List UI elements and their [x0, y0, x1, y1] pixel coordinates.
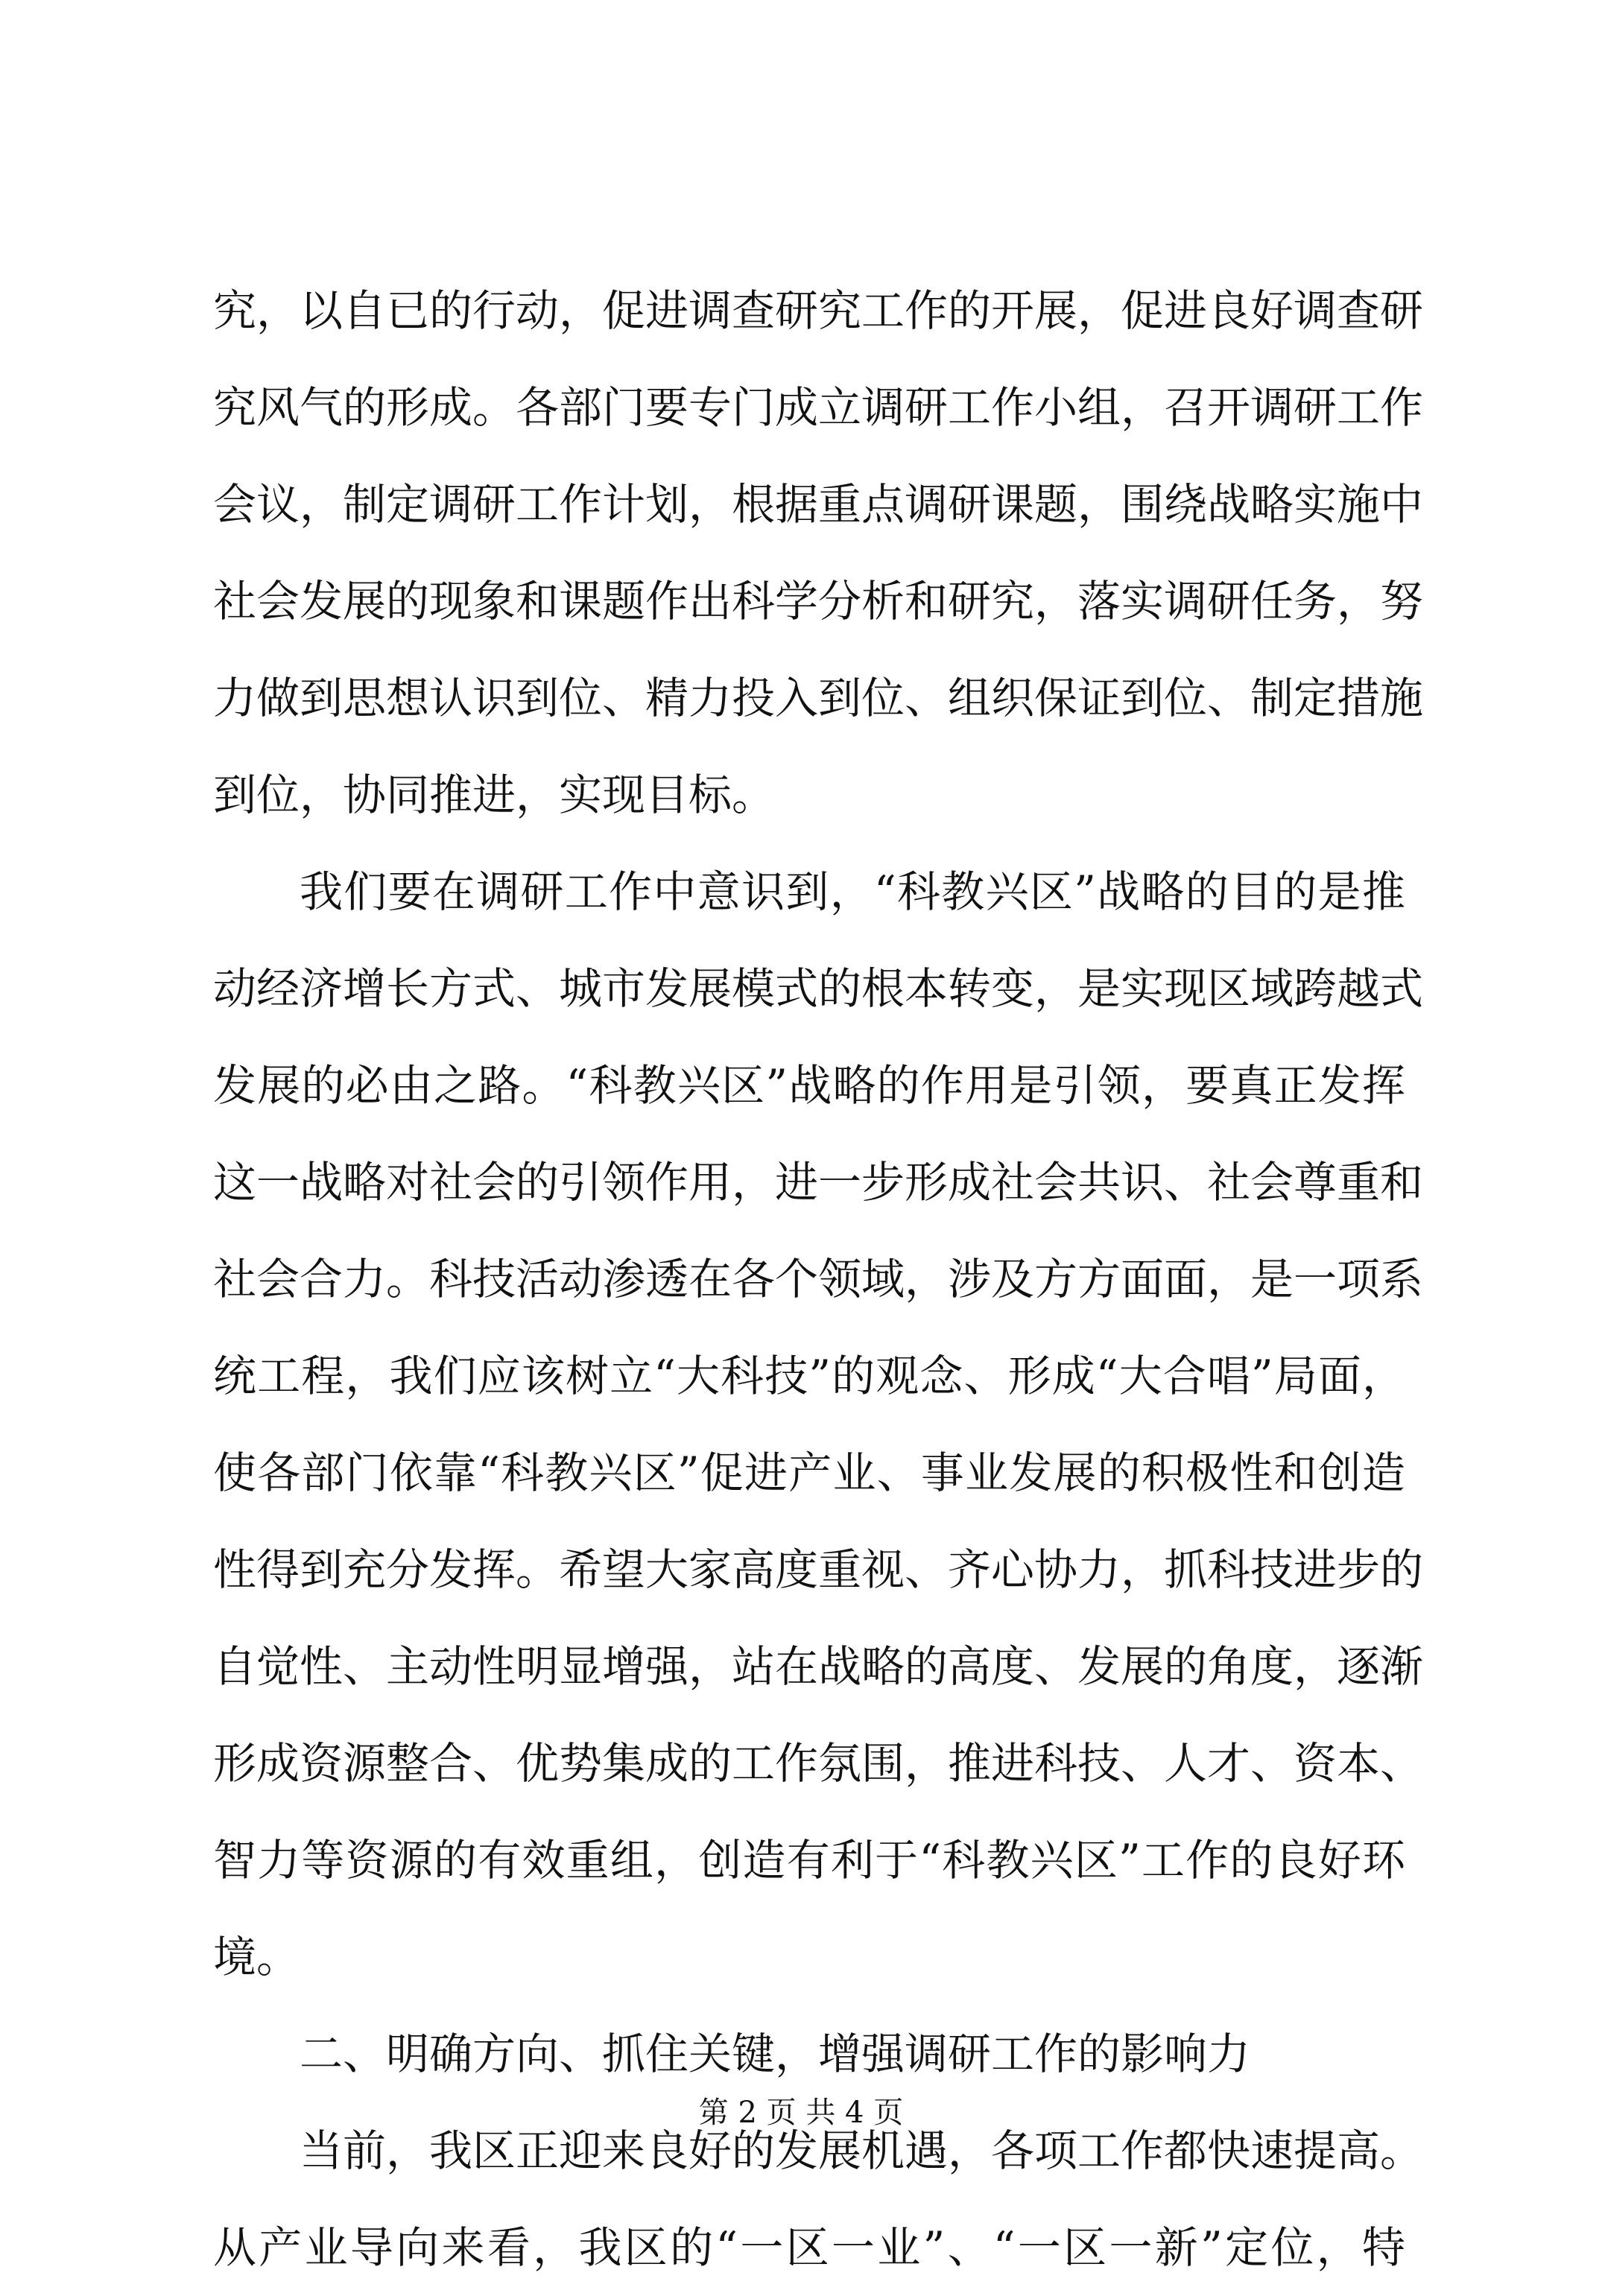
text-line: 社会发展的现象和课题作出科学分析和研究，落实调研任务，努 [213, 576, 1424, 627]
text-line: 力做到思想认识到位、精力投入到位、组织保证到位、制定措施 [213, 673, 1424, 723]
text-line: 智力等资源的有效重组，创造有利于“科教兴区”工作的良好环 [213, 1835, 1405, 1886]
text-line: 二、明确方向、抓住关键，增强调研工作的影响力 [300, 2029, 1251, 2079]
text-line: 性得到充分发挥。希望大家高度重视、齐心协力，抓科技进步的 [213, 1544, 1424, 1595]
text-line: 当前，我区正迎来良好的发展机遇，各项工作都快速提高。 [300, 2125, 1424, 2176]
text-line: 从产业导向来看，我区的“一区一业”、“一区一新”定位，特 [213, 2222, 1405, 2273]
text-line: 究风气的形成。各部门要专门成立调研工作小组，召开调研工作 [213, 382, 1424, 433]
text-line: 会议，制定调研工作计划，根据重点调研课题，围绕战略实施中 [213, 479, 1424, 530]
text-line: 形成资源整合、优势集成的工作氛围，推进科技、人才、资本、 [213, 1738, 1424, 1789]
text-line: 究，以自已的行动，促进调查研究工作的开展，促进良好调查研 [213, 285, 1424, 336]
text-line: 统工程，我们应该树立“大科技”的观念、形成“大合唱”局面， [213, 1351, 1405, 1401]
text-line: 到位，协同推进，实现目标。 [213, 770, 776, 820]
text-line: 这一战略对社会的引领作用，进一步形成社会共识、社会尊重和 [213, 1157, 1424, 1208]
text-line: 发展的必由之路。“科教兴区”战略的作用是引领，要真正发挥 [213, 1060, 1405, 1111]
document-body [213, 262, 1424, 2296]
text-line: 使各部门依靠“科教兴区”促进产业、事业发展的积极性和创造 [213, 1447, 1405, 1498]
text-line: 社会合力。科技活动渗透在各个领域，涉及方方面面，是一项系 [213, 1254, 1424, 1304]
text-line: 自觉性、主动性明显增强，站在战略的高度、发展的角度，逐渐 [213, 1641, 1424, 1692]
page-footer: 第 2 页 共 4 页 [698, 2096, 904, 2130]
text-line: 境。 [213, 1932, 300, 1982]
text-line: 我们要在调研工作中意识到，“科教兴区”战略的目的是推 [300, 866, 1405, 917]
text-line: 动经济增长方式、城市发展模式的根本转变，是实现区域跨越式 [213, 963, 1424, 1014]
